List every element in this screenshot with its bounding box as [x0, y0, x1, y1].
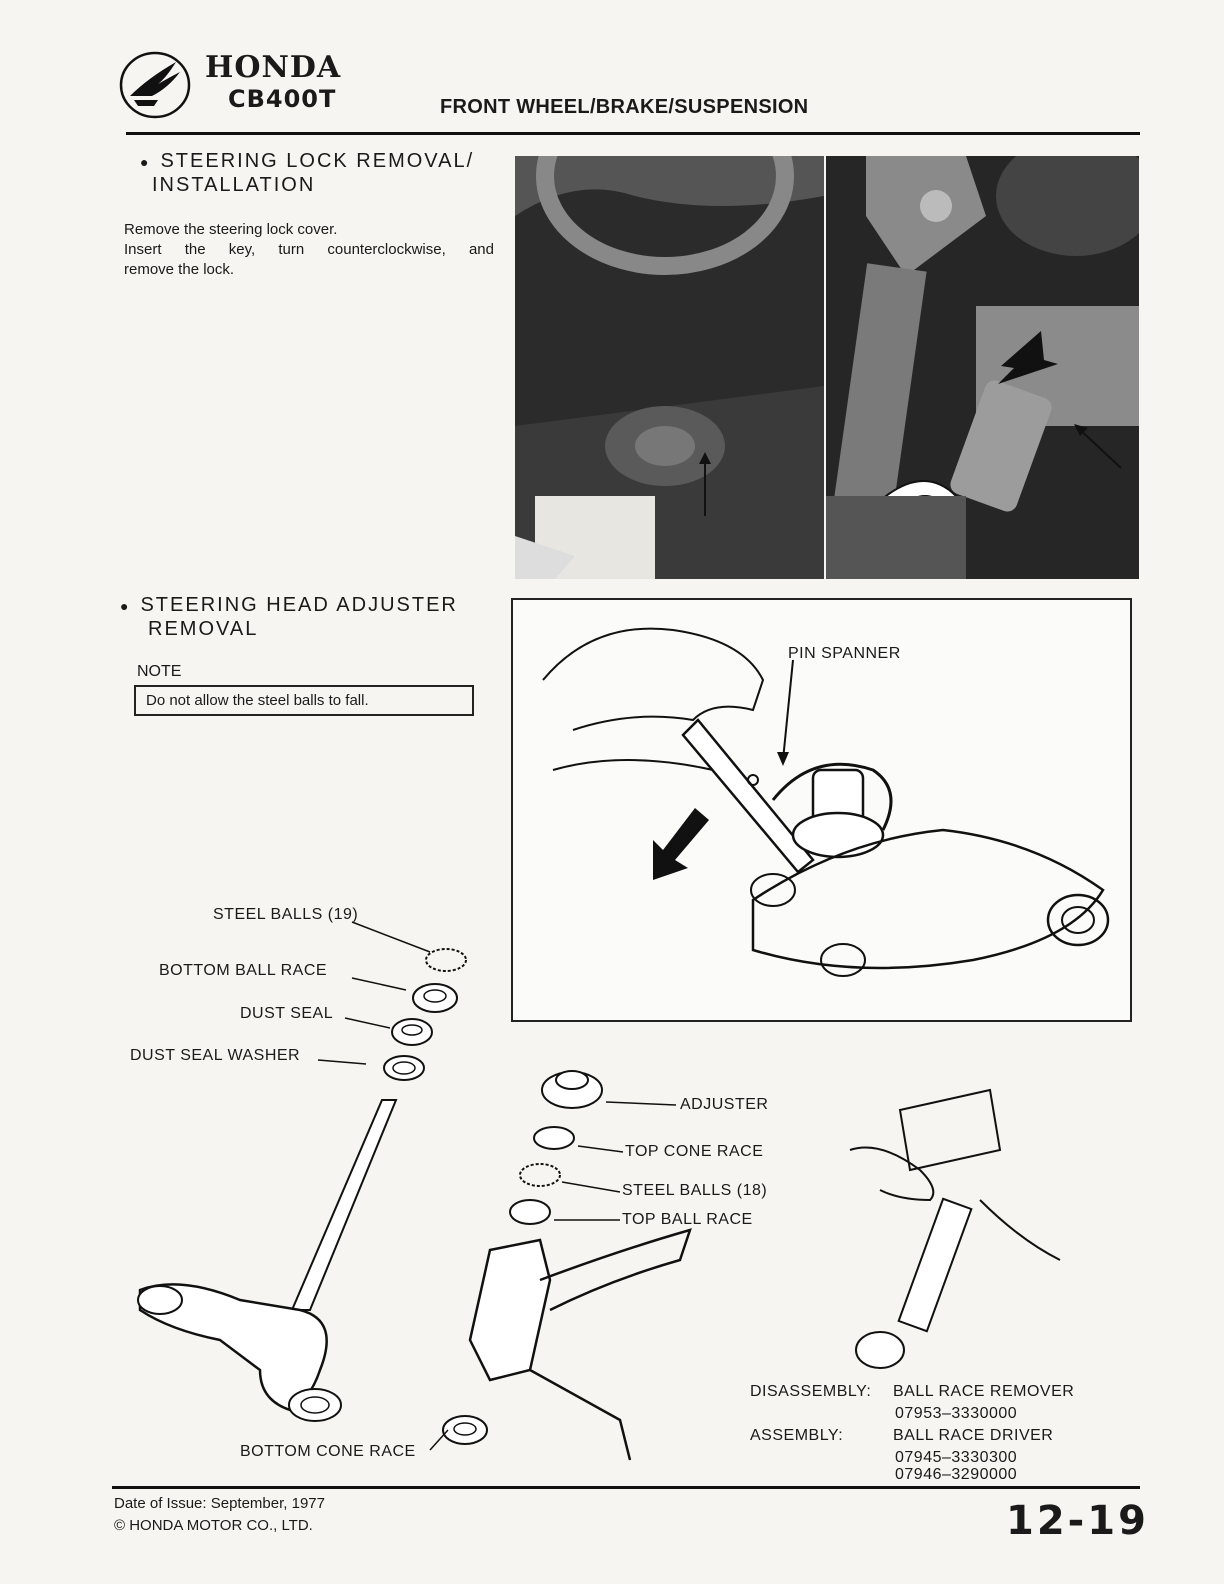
pin-spanner-label: PIN SPANNER	[788, 645, 901, 662]
dust-seal-label: DUST SEAL	[240, 1005, 334, 1022]
header-rule	[126, 132, 1140, 135]
steel-balls-19-label: STEEL BALLS (19)	[213, 906, 359, 923]
steel-balls-18-label: STEEL BALLS (18)	[622, 1182, 768, 1199]
disassembly-part-number: 07953–3330000	[895, 1405, 1018, 1422]
disassembly-tool: BALL RACE REMOVER	[893, 1383, 1075, 1400]
bottom-cone-race-label: BOTTOM CONE RACE	[240, 1443, 416, 1460]
assembly-label: ASSEMBLY:	[750, 1427, 844, 1444]
note-label: NOTE	[137, 663, 182, 680]
bullet-icon: ●	[120, 598, 131, 614]
note-box: Do not allow the steel balls to fall.	[134, 685, 474, 716]
dust-seal-washer-label: DUST SEAL WASHER	[130, 1047, 301, 1064]
bullet-icon: ●	[140, 154, 151, 170]
steering-lock-key-photo	[826, 156, 1139, 579]
top-cone-race-label: TOP CONE RACE	[625, 1143, 764, 1160]
top-ball-race-label: TOP BALL RACE	[622, 1211, 753, 1228]
adjuster-label: ADJUSTER	[680, 1096, 769, 1113]
section-title: FRONT WHEEL/BRAKE/SUSPENSION	[440, 96, 809, 118]
page-number: 12-19	[1006, 1498, 1149, 1544]
steering-head-heading: ● STEERING HEAD ADJUSTER REMOVAL	[120, 594, 458, 640]
assembly-part-number-1: 07945–3330300	[895, 1449, 1018, 1466]
disassembly-label: DISASSEMBLY:	[750, 1383, 872, 1400]
steering-lock-instructions: Remove the steering lock cover. Insert the key, turn counterclockwise, and remove the lock.	[124, 221, 494, 278]
steering-lock-heading: ● STEERING LOCK REMOVAL/ INSTALLATION	[140, 150, 475, 196]
bottom-ball-race-label: BOTTOM BALL RACE	[159, 962, 328, 979]
assembly-tool: BALL RACE DRIVER	[893, 1427, 1054, 1444]
brand-name: HONDA	[205, 50, 342, 85]
honda-wing-emblem	[118, 48, 192, 122]
model-name: CB400T	[228, 85, 337, 113]
steering-lock-photo	[515, 156, 824, 579]
copyright: © HONDA MOTOR CO., LTD.	[114, 1517, 313, 1534]
date-of-issue: Date of Issue: September, 1977	[114, 1495, 325, 1512]
footer-rule	[112, 1486, 1140, 1489]
assembly-part-number-2: 07946–3290000	[895, 1466, 1018, 1483]
